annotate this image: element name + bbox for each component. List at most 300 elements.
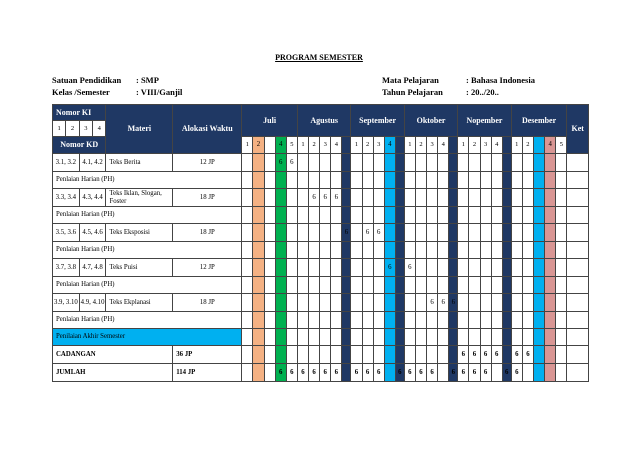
- ki-number: 2: [66, 121, 79, 137]
- week-cell: [242, 346, 253, 364]
- week-cell: [253, 154, 264, 172]
- week-cell: [438, 364, 449, 382]
- week-cell: [395, 312, 404, 329]
- month-header: Agustus: [297, 105, 350, 137]
- ket-cell: [567, 207, 589, 224]
- week-cell: [362, 189, 373, 207]
- week-cell: [522, 172, 533, 189]
- week-cell: [395, 172, 404, 189]
- ket-cell: [567, 154, 589, 172]
- week-cell: [342, 346, 351, 364]
- week-cell: [264, 154, 275, 172]
- alokasi-cell: 12 JP: [173, 259, 242, 277]
- week-number: 2: [253, 137, 264, 154]
- week-cell: [309, 224, 320, 242]
- week-cell: [415, 154, 426, 172]
- week-cell: [404, 242, 415, 259]
- ki-number: 1: [53, 121, 66, 137]
- week-cell: [449, 154, 458, 172]
- week-cell: [253, 294, 264, 312]
- week-cell: 6: [384, 259, 395, 277]
- week-cell: 6: [415, 364, 426, 382]
- week-cell: [342, 154, 351, 172]
- week-cell: [320, 224, 331, 242]
- week-cell: 6: [404, 364, 415, 382]
- summary-row: [53, 346, 589, 364]
- week-cell: [275, 259, 286, 277]
- week-cell: [395, 294, 404, 312]
- nomor-kd-header: Nomor KD: [53, 137, 106, 154]
- week-cell: [264, 346, 275, 364]
- week-cell: [242, 189, 253, 207]
- week-cell: [342, 207, 351, 224]
- week-cell: 6: [373, 224, 384, 242]
- ph-label: Penlaian Harian (PH): [53, 312, 242, 329]
- week-cell: [297, 259, 308, 277]
- week-cell: 6: [373, 364, 384, 382]
- week-cell: [384, 329, 395, 346]
- week-cell: 6: [480, 346, 491, 364]
- week-cell: [438, 329, 449, 346]
- ket-cell: [567, 329, 589, 346]
- alokasi-cell: 18 JP: [173, 294, 242, 312]
- week-cell: [242, 329, 253, 346]
- week-cell: [502, 172, 511, 189]
- week-cell: [331, 259, 342, 277]
- week-cell: [491, 154, 502, 172]
- week-cell: [286, 259, 297, 277]
- week-cell: [480, 259, 491, 277]
- week-cell: [351, 242, 362, 259]
- week-cell: [556, 312, 567, 329]
- week-cell: [533, 207, 544, 224]
- week-cell: [320, 207, 331, 224]
- week-cell: [373, 346, 384, 364]
- week-cell: [320, 259, 331, 277]
- week-cell: [342, 172, 351, 189]
- week-cell: [415, 312, 426, 329]
- week-cell: [373, 329, 384, 346]
- ket-cell: [567, 172, 589, 189]
- week-number: [395, 137, 404, 154]
- pas-label: Penilaian Akhir Semester: [53, 329, 242, 346]
- week-cell: [309, 346, 320, 364]
- week-cell: [438, 346, 449, 364]
- week-cell: [491, 329, 502, 346]
- kd-number: 4.3, 4.4: [79, 189, 106, 207]
- week-number: 4: [545, 137, 556, 154]
- week-cell: 6: [469, 346, 480, 364]
- week-cell: [275, 346, 286, 364]
- week-cell: 6: [480, 364, 491, 382]
- week-cell: [297, 189, 308, 207]
- week-cell: [264, 329, 275, 346]
- ph-label: Penlaian Harian (PH): [53, 172, 242, 189]
- week-cell: [511, 259, 522, 277]
- week-cell: [556, 172, 567, 189]
- week-cell: [242, 277, 253, 294]
- week-cell: [415, 189, 426, 207]
- week-cell: [253, 172, 264, 189]
- week-cell: [545, 259, 556, 277]
- week-cell: [362, 277, 373, 294]
- week-cell: 6: [342, 224, 351, 242]
- week-number: 2: [415, 137, 426, 154]
- week-cell: [469, 154, 480, 172]
- week-cell: [545, 224, 556, 242]
- week-cell: [415, 294, 426, 312]
- satuan-value: : SMP: [136, 75, 159, 85]
- week-cell: 6: [297, 364, 308, 382]
- week-cell: [415, 224, 426, 242]
- week-cell: [415, 277, 426, 294]
- week-cell: 6: [362, 224, 373, 242]
- week-cell: [533, 277, 544, 294]
- week-cell: [264, 207, 275, 224]
- week-cell: [469, 242, 480, 259]
- week-cell: [384, 207, 395, 224]
- week-cell: [362, 242, 373, 259]
- alokasi-cell: 12 JP: [173, 154, 242, 172]
- week-cell: [438, 242, 449, 259]
- week-cell: [511, 154, 522, 172]
- kd-number: 3.7, 3.8: [53, 259, 80, 277]
- week-cell: [427, 242, 438, 259]
- week-cell: [264, 172, 275, 189]
- week-cell: [404, 329, 415, 346]
- week-cell: [491, 172, 502, 189]
- week-cell: 6: [286, 154, 297, 172]
- week-cell: [533, 172, 544, 189]
- week-cell: [404, 154, 415, 172]
- week-cell: [362, 259, 373, 277]
- week-cell: [286, 312, 297, 329]
- week-cell: [297, 329, 308, 346]
- ket-cell: [567, 346, 589, 364]
- week-cell: [522, 329, 533, 346]
- week-cell: [427, 172, 438, 189]
- week-cell: [469, 329, 480, 346]
- week-cell: [502, 154, 511, 172]
- summary-row: [53, 364, 589, 382]
- week-number: [502, 137, 511, 154]
- week-cell: [320, 154, 331, 172]
- week-cell: [331, 242, 342, 259]
- week-cell: [351, 312, 362, 329]
- week-cell: [286, 172, 297, 189]
- week-cell: [395, 259, 404, 277]
- week-cell: [351, 346, 362, 364]
- week-cell: [384, 346, 395, 364]
- week-number: 4: [331, 137, 342, 154]
- week-cell: [533, 189, 544, 207]
- week-cell: [297, 312, 308, 329]
- week-cell: [253, 259, 264, 277]
- week-cell: [404, 172, 415, 189]
- week-cell: [286, 294, 297, 312]
- week-cell: [438, 259, 449, 277]
- week-cell: 6: [427, 294, 438, 312]
- week-cell: [275, 189, 286, 207]
- week-cell: [533, 294, 544, 312]
- week-cell: [309, 172, 320, 189]
- ket-cell: [567, 312, 589, 329]
- week-cell: [458, 312, 469, 329]
- week-cell: [427, 277, 438, 294]
- week-cell: [491, 189, 502, 207]
- week-cell: [286, 224, 297, 242]
- week-cell: [438, 154, 449, 172]
- week-cell: [427, 154, 438, 172]
- week-cell: [556, 207, 567, 224]
- week-cell: [253, 207, 264, 224]
- week-cell: [533, 346, 544, 364]
- week-cell: [286, 329, 297, 346]
- week-cell: [427, 346, 438, 364]
- week-cell: [458, 224, 469, 242]
- week-cell: [275, 329, 286, 346]
- week-cell: [395, 277, 404, 294]
- week-cell: [331, 172, 342, 189]
- week-cell: [286, 189, 297, 207]
- week-number: 2: [522, 137, 533, 154]
- week-cell: 6: [320, 364, 331, 382]
- week-cell: [458, 259, 469, 277]
- week-cell: [384, 294, 395, 312]
- week-cell: [309, 207, 320, 224]
- week-cell: [491, 312, 502, 329]
- week-cell: [404, 294, 415, 312]
- week-cell: 6: [309, 189, 320, 207]
- week-cell: [242, 207, 253, 224]
- week-cell: [384, 172, 395, 189]
- week-cell: 6: [395, 364, 404, 382]
- week-cell: [384, 364, 395, 382]
- week-cell: [331, 207, 342, 224]
- week-cell: [253, 329, 264, 346]
- materi-cell: Teks Puisi: [106, 259, 173, 277]
- materi-cell: Teks Iklan, Slogan, Foster: [106, 189, 173, 207]
- week-cell: [362, 346, 373, 364]
- week-cell: [264, 242, 275, 259]
- week-cell: [242, 294, 253, 312]
- alokasi-cell: 18 JP: [173, 224, 242, 242]
- week-cell: [491, 364, 502, 382]
- week-cell: [342, 364, 351, 382]
- materi-cell: Teks Berita: [106, 154, 173, 172]
- week-cell: [480, 172, 491, 189]
- week-cell: [480, 294, 491, 312]
- week-number: 2: [309, 137, 320, 154]
- month-header: Oktober: [404, 105, 457, 137]
- week-cell: [469, 172, 480, 189]
- kd-number: 4.1, 4.2: [79, 154, 106, 172]
- week-cell: [320, 242, 331, 259]
- week-cell: 6: [449, 294, 458, 312]
- week-cell: 6: [438, 294, 449, 312]
- week-cell: [395, 242, 404, 259]
- week-cell: [253, 224, 264, 242]
- week-cell: [556, 346, 567, 364]
- week-cell: [556, 242, 567, 259]
- week-cell: [556, 224, 567, 242]
- ki-number: 4: [93, 121, 106, 137]
- week-cell: [384, 277, 395, 294]
- page-title: PROGRAM SEMESTER: [275, 53, 363, 62]
- week-cell: [556, 294, 567, 312]
- week-cell: [404, 277, 415, 294]
- month-header: September: [351, 105, 404, 137]
- week-cell: [264, 312, 275, 329]
- week-cell: [502, 224, 511, 242]
- kd-row: [53, 189, 589, 207]
- kd-number: 4.5, 4.6: [79, 224, 106, 242]
- week-cell: [404, 207, 415, 224]
- week-cell: [242, 259, 253, 277]
- week-cell: [438, 224, 449, 242]
- week-cell: [491, 277, 502, 294]
- week-cell: [556, 329, 567, 346]
- month-header: Desember: [511, 105, 567, 137]
- week-cell: [351, 189, 362, 207]
- week-cell: [545, 189, 556, 207]
- kd-row: [53, 154, 589, 172]
- week-cell: [395, 189, 404, 207]
- week-cell: [404, 224, 415, 242]
- kd-number: 4.9, 4.10: [79, 294, 106, 312]
- week-cell: [275, 224, 286, 242]
- week-cell: [351, 207, 362, 224]
- week-number: [533, 137, 544, 154]
- week-cell: [511, 277, 522, 294]
- week-cell: [491, 224, 502, 242]
- week-cell: [533, 364, 544, 382]
- kd-number: 3.1, 3.2: [53, 154, 80, 172]
- week-cell: 6: [469, 364, 480, 382]
- week-cell: [480, 207, 491, 224]
- week-cell: [297, 277, 308, 294]
- week-cell: [331, 277, 342, 294]
- week-cell: 6: [275, 154, 286, 172]
- ph-label: Penlaian Harian (PH): [53, 207, 242, 224]
- week-cell: [242, 242, 253, 259]
- week-cell: [556, 259, 567, 277]
- week-cell: [253, 364, 264, 382]
- week-cell: [427, 224, 438, 242]
- kd-row: [53, 294, 589, 312]
- kelas-label: Kelas /Semester: [52, 87, 110, 97]
- week-cell: [395, 154, 404, 172]
- week-cell: [342, 329, 351, 346]
- week-cell: [522, 259, 533, 277]
- week-cell: [545, 312, 556, 329]
- week-cell: [342, 312, 351, 329]
- week-number: 3: [427, 137, 438, 154]
- week-cell: [502, 189, 511, 207]
- nomor-ki-header: Nomor KI: [53, 105, 106, 121]
- week-cell: [522, 242, 533, 259]
- week-cell: [404, 189, 415, 207]
- week-cell: [502, 242, 511, 259]
- week-number: 5: [286, 137, 297, 154]
- week-cell: [545, 364, 556, 382]
- week-cell: [511, 294, 522, 312]
- week-cell: [522, 207, 533, 224]
- week-cell: [415, 259, 426, 277]
- week-cell: [342, 277, 351, 294]
- week-cell: [309, 259, 320, 277]
- week-cell: [469, 294, 480, 312]
- week-cell: [309, 242, 320, 259]
- week-cell: [502, 329, 511, 346]
- week-cell: [545, 172, 556, 189]
- pas-row: [53, 329, 589, 346]
- week-cell: [480, 154, 491, 172]
- week-cell: [449, 207, 458, 224]
- week-cell: [320, 172, 331, 189]
- week-cell: 6: [502, 364, 511, 382]
- week-number: 4: [384, 137, 395, 154]
- week-cell: [522, 294, 533, 312]
- week-cell: [533, 224, 544, 242]
- week-cell: [253, 346, 264, 364]
- week-cell: [373, 294, 384, 312]
- week-cell: [242, 154, 253, 172]
- week-cell: [469, 207, 480, 224]
- week-cell: [242, 312, 253, 329]
- week-cell: [427, 329, 438, 346]
- week-cell: [351, 277, 362, 294]
- week-cell: [351, 172, 362, 189]
- meta-left: [52, 74, 182, 98]
- week-cell: [309, 294, 320, 312]
- week-number: 1: [458, 137, 469, 154]
- week-cell: [331, 346, 342, 364]
- week-number: 1: [242, 137, 253, 154]
- week-cell: [264, 224, 275, 242]
- alokasi-header: Alokasi Waktu: [173, 105, 242, 154]
- week-cell: [438, 277, 449, 294]
- week-cell: [458, 172, 469, 189]
- week-cell: [362, 329, 373, 346]
- week-cell: [351, 294, 362, 312]
- materi-cell: Teks Eksposisi: [106, 224, 173, 242]
- week-cell: [533, 312, 544, 329]
- week-cell: [297, 154, 308, 172]
- week-cell: [351, 259, 362, 277]
- week-cell: [449, 242, 458, 259]
- ph-label: Penlaian Harian (PH): [53, 277, 242, 294]
- week-cell: [449, 312, 458, 329]
- week-number: 1: [404, 137, 415, 154]
- week-cell: [458, 207, 469, 224]
- week-cell: [458, 294, 469, 312]
- header-row-1: [53, 105, 589, 121]
- ket-cell: [567, 294, 589, 312]
- week-cell: [373, 154, 384, 172]
- summary-alokasi: 114 JP: [173, 364, 242, 382]
- week-cell: [491, 242, 502, 259]
- week-cell: [427, 312, 438, 329]
- week-cell: [427, 189, 438, 207]
- week-cell: [545, 207, 556, 224]
- week-cell: [373, 242, 384, 259]
- week-cell: [458, 189, 469, 207]
- week-cell: [253, 242, 264, 259]
- week-cell: [533, 242, 544, 259]
- week-cell: [469, 259, 480, 277]
- ph-row: [53, 277, 589, 294]
